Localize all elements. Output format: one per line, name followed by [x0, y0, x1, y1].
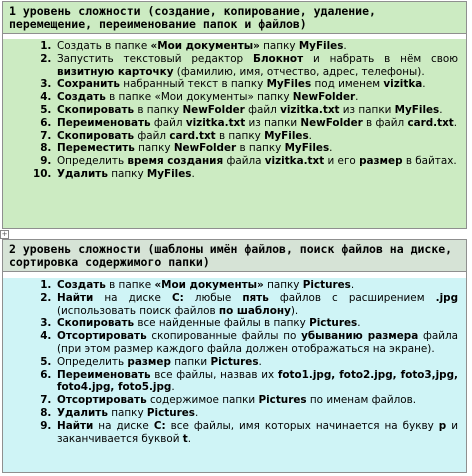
emphasis-text: MyFiles	[266, 78, 312, 91]
task-text: папку	[259, 40, 299, 52]
task-text: папку	[134, 142, 174, 155]
task-text: .	[422, 78, 426, 91]
emphasis-text: MyFiles	[298, 40, 344, 52]
emphasis-text: размер	[127, 355, 171, 368]
emphasis-text: C:	[172, 291, 184, 304]
task-text: Создать в папке	[57, 40, 151, 52]
task-text: папку	[263, 279, 303, 291]
task-text: в байтах.	[402, 155, 457, 168]
emphasis-text: Найти	[57, 291, 94, 304]
emphasis-text: Удалить	[57, 167, 108, 180]
emphasis-text: Pictures	[302, 279, 351, 291]
task-text: из папки	[245, 116, 301, 129]
task-text: на диске	[93, 291, 172, 304]
emphasis-text: vizitka	[383, 78, 423, 91]
emphasis-text: NewFolder	[292, 91, 356, 104]
emphasis-text: время создания	[127, 155, 224, 168]
emphasis-text: card.txt	[169, 129, 216, 142]
emphasis-text: Отсортировать	[57, 394, 147, 407]
section-heading: 1 уровень сложности (создание, копирование, удаление, перемещение, переименование папок и файлов)	[3, 2, 466, 34]
task-text: в файл	[362, 116, 408, 129]
task-item	[55, 369, 458, 395]
task-text: и его	[324, 155, 360, 168]
task-text: (фамилию, имя, отчество, адрес, телефоны).	[173, 65, 425, 78]
task-text: в папку	[236, 142, 285, 155]
emphasis-text: Найти	[57, 419, 94, 432]
task-item	[55, 420, 458, 446]
task-text: в папку	[215, 129, 265, 142]
task-text: .	[194, 406, 199, 419]
task-text: папку	[107, 406, 147, 419]
emphasis-text: NewFolder	[173, 142, 237, 155]
task-text: по именам файлов.	[306, 394, 417, 407]
emphasis-text: Сохранить	[57, 78, 120, 91]
task-list	[3, 39, 466, 181]
emphasis-text: Переместить	[57, 142, 135, 155]
task-text: .	[343, 40, 347, 52]
emphasis-text: Скопировать	[57, 317, 135, 330]
task-text: Определить	[57, 155, 128, 168]
emphasis-text: card.txt	[407, 116, 454, 129]
emphasis-text: MyFiles	[284, 142, 330, 155]
task-text: Определить	[57, 355, 128, 368]
task-text: все файлы, имя которых начинается на букву	[165, 419, 439, 432]
task-list-container	[3, 278, 466, 472]
emphasis-text: визитную карточку	[57, 65, 174, 78]
task-text: под именем	[311, 78, 384, 91]
task-text: в папку	[134, 103, 183, 116]
task-text: .	[453, 116, 458, 129]
task-text: Запустить текстовый редактор	[57, 52, 254, 65]
emphasis-text: Скопировать	[57, 103, 135, 116]
emphasis-text: Переименовать	[57, 368, 151, 381]
task-item	[55, 40, 458, 53]
task-item	[55, 394, 458, 407]
task-block-level-1	[2, 1, 467, 229]
task-item	[55, 330, 458, 356]
task-text: все файлы, назвав их	[150, 368, 278, 381]
emphasis-text: Блокнот	[253, 52, 304, 65]
task-text: .	[350, 279, 355, 291]
emphasis-text: vizitka.txt	[280, 103, 340, 116]
task-item	[55, 356, 458, 369]
task-text: .	[191, 167, 195, 180]
emphasis-text: пять	[242, 291, 269, 304]
emphasis-text: NewFolder	[300, 116, 363, 129]
emphasis-text: Pictures	[309, 317, 358, 330]
task-text: и набрать в нём свою	[303, 52, 458, 65]
task-text: и заканчивается буквой	[57, 419, 458, 445]
move-handle-icon[interactable]: +	[1, 230, 8, 238]
task-text: на диске	[93, 419, 154, 432]
task-item	[55, 104, 458, 117]
task-item	[55, 78, 458, 91]
task-text: .	[357, 317, 361, 330]
task-item	[55, 407, 458, 420]
task-text: в папке	[105, 279, 155, 291]
task-text: файл	[244, 103, 281, 116]
emphasis-text: NewFolder	[182, 103, 245, 116]
task-text: в папке «Мои документы» папку	[105, 91, 293, 104]
task-text: .	[355, 91, 359, 104]
emphasis-text: убыванию размера	[301, 330, 419, 343]
task-text: ).	[290, 304, 299, 317]
emphasis-text: «Мои документы»	[150, 40, 260, 52]
emphasis-text: t	[182, 432, 188, 445]
task-text: файл	[150, 116, 186, 129]
task-item	[55, 53, 458, 79]
emphasis-text: Pictures	[210, 355, 259, 368]
task-text: из папки	[339, 103, 395, 116]
task-text: папки	[170, 355, 211, 368]
task-item	[55, 155, 458, 168]
task-text: файла	[223, 155, 265, 168]
task-text: .	[439, 103, 443, 116]
task-text: .	[171, 381, 175, 394]
task-list-container	[3, 39, 466, 228]
task-text: файл	[134, 129, 170, 142]
emphasis-text: размер	[359, 155, 403, 168]
emphasis-text: Создать	[57, 279, 106, 291]
task-text: содержимое папки	[146, 394, 259, 407]
task-text: набранный текст в папку	[119, 78, 267, 91]
emphasis-text: «Мои документы»	[154, 279, 264, 291]
task-item	[55, 130, 458, 143]
task-text: .	[187, 432, 192, 445]
section-heading: 2 уровень сложности (шаблоны имён файлов, поиск файлов на диске, сортировка содержимого папки)	[3, 240, 466, 272]
task-item	[55, 91, 458, 104]
emphasis-text: vizitka.txt	[185, 116, 246, 129]
task-text: файлов с расширением	[268, 291, 436, 304]
task-item	[55, 142, 458, 155]
emphasis-text: MyFiles	[146, 167, 192, 180]
task-text: папку	[107, 167, 147, 180]
task-list	[3, 278, 466, 445]
task-item	[55, 292, 458, 318]
task-text: все найденные файлы в папку	[134, 317, 310, 330]
emphasis-text: Pictures	[258, 394, 307, 407]
emphasis-text: Скопировать	[57, 129, 135, 142]
task-text: .	[258, 355, 262, 368]
emphasis-text: C:	[153, 419, 166, 432]
emphasis-text: р	[438, 419, 447, 432]
task-item	[55, 279, 458, 292]
task-item	[55, 117, 458, 130]
emphasis-text: MyFiles	[394, 103, 440, 116]
emphasis-text: по шаблону	[218, 304, 291, 317]
emphasis-text: Pictures	[146, 406, 195, 419]
task-text: скопированные файлы по	[146, 330, 302, 343]
task-text: (использовать поиск файлов	[57, 304, 219, 317]
emphasis-text: Создать	[57, 91, 106, 104]
task-text: файла (при этом размер каждого файла должен отображаться на экране).	[57, 330, 459, 355]
emphasis-text: Отсортировать	[57, 330, 147, 343]
task-item	[55, 168, 458, 181]
task-text: любые	[183, 291, 243, 304]
task-text: .	[308, 129, 312, 142]
task-text: .	[329, 142, 333, 155]
emphasis-text: foto1.jpg, foto2.jpg, foto3,jpg, foto4.jpg, foto5.jpg	[57, 368, 458, 394]
emphasis-text: Удалить	[57, 406, 108, 419]
task-item	[55, 317, 458, 330]
emphasis-text: Переименовать	[57, 116, 151, 129]
task-block-level-2	[2, 239, 467, 473]
emphasis-text: .jpg	[435, 291, 459, 304]
emphasis-text: MyFiles	[264, 129, 309, 142]
emphasis-text: vizitka.txt	[264, 155, 325, 168]
